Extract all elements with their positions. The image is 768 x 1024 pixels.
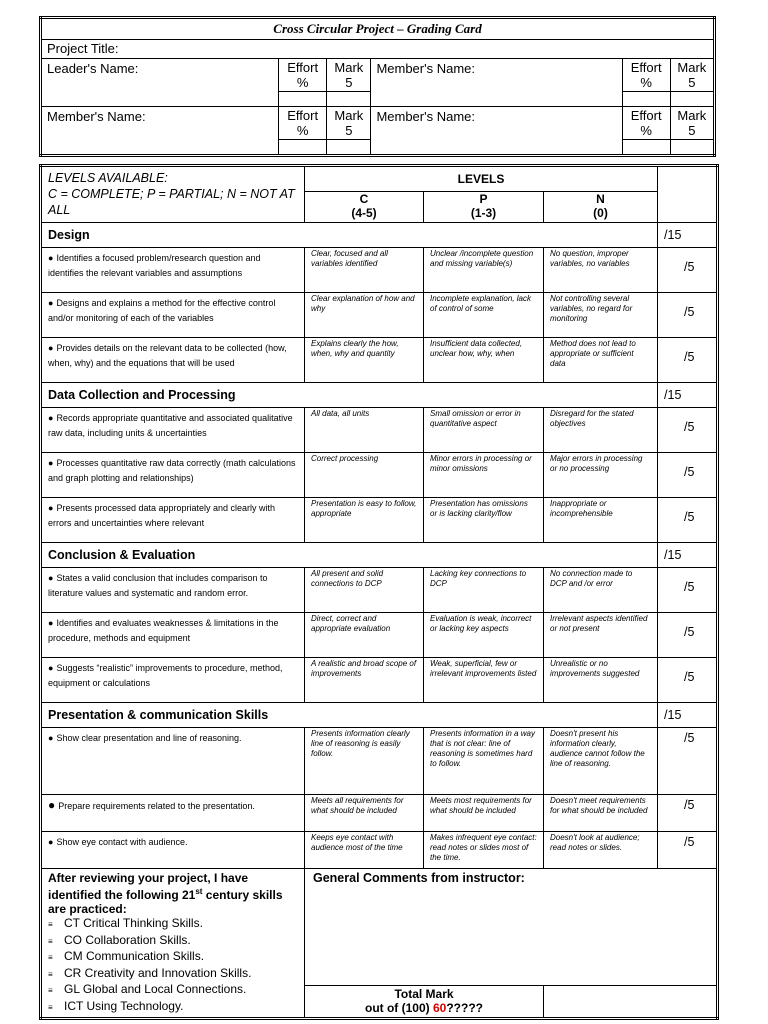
level-c-descriptor: Presentation is easy to follow, appropriate	[305, 498, 424, 543]
level-p-descriptor: Presentation has omissions or is lacking clarity/flow	[424, 498, 544, 543]
level-c-descriptor: Explains clearly the how, when, why and quantity	[305, 338, 424, 383]
level-p-descriptor: Minor errors in processing or minor omissions	[424, 453, 544, 498]
criterion-row	[41, 408, 718, 453]
section-mark: /15	[658, 703, 718, 728]
levels-available: LEVELS AVAILABLE: C = COMPLETE; P = PARTIAL; N = NOT AT ALL	[41, 166, 305, 223]
century-skills	[41, 869, 305, 1019]
level-p-descriptor: Evaluation is weak, incorrect or lacking key aspects	[424, 613, 544, 658]
criterion-row	[41, 453, 718, 498]
skill-bullet-icon: ≡	[48, 969, 53, 979]
mark-entry[interactable]	[670, 140, 714, 156]
criterion: ● Presents processed data appropriately and clearly with errors and uncertainties where relevant	[41, 498, 305, 543]
level-n-descriptor: Inappropriate or incomprehensible	[544, 498, 658, 543]
criterion-row	[41, 293, 718, 338]
criterion-mark[interactable]: /5	[658, 728, 718, 795]
criterion-mark[interactable]: /5	[658, 248, 718, 293]
level-c-descriptor: Clear, focused and all variables identified	[305, 248, 424, 293]
level-c-descriptor: Direct, correct and appropriate evaluation	[305, 613, 424, 658]
level-p-descriptor: Lacking key connections to DCP	[424, 568, 544, 613]
section-mark: /15	[658, 383, 718, 408]
criterion: ● Processes quantitative raw data correctly (math calculations and graph plotting and relationships)	[41, 453, 305, 498]
level-p-descriptor: Insufficient data collected, unclear how, why, when	[424, 338, 544, 383]
level-n-descriptor: Doesn't meet requirements for what should be included	[544, 795, 658, 832]
effort-entry[interactable]	[622, 92, 670, 107]
skill-item: ≡ CR Creativity and Innovation Skills.	[48, 966, 298, 983]
mark-entry[interactable]	[327, 140, 371, 156]
level-c-descriptor: Clear explanation of how and why	[305, 293, 424, 338]
level-c-descriptor: Correct processing	[305, 453, 424, 498]
criterion: ● Suggests “realistic” improvements to procedure, method, equipment or calculations	[41, 658, 305, 703]
total-score: 60	[432, 1000, 447, 1015]
bullet-icon: ●	[48, 837, 54, 847]
project-title-label: Project Title:	[41, 40, 715, 59]
levels-header: LEVELS	[305, 166, 658, 192]
level-n: N (0)	[544, 192, 658, 223]
bullet-icon: ●	[48, 733, 54, 743]
level-c: C (4-5)	[305, 192, 424, 223]
criterion: ● Designs and explains a method for the effective control and/or monitoring of each of the variables	[41, 293, 305, 338]
member-name-label: Member's Name:	[371, 59, 622, 107]
skill-bullet-icon: ≡	[48, 986, 53, 995]
mark-entry[interactable]	[670, 92, 714, 107]
effort-entry[interactable]	[279, 92, 327, 107]
criterion-row	[41, 795, 718, 832]
level-n-descriptor: Method does not lead to appropriate or sufficient data	[544, 338, 658, 383]
level-p-descriptor: Presents information in a way that is not clear: line of reasoning is sometimes hard to follow.	[424, 728, 544, 795]
criterion-mark[interactable]: /5	[658, 498, 718, 543]
level-n-descriptor: Unrealistic or no improvements suggested	[544, 658, 658, 703]
criterion: ● Provides details on the relevant data to be collected (how, when, why) and the equations that will be used	[41, 338, 305, 383]
criterion-row	[41, 613, 718, 658]
criterion-mark[interactable]: /5	[658, 568, 718, 613]
level-p-descriptor: Makes infrequent eye contact: read notes or slides most of the time.	[424, 832, 544, 869]
criterion-row	[41, 338, 718, 383]
section-title: Design	[41, 223, 658, 248]
leader-name-label: Leader's Name:	[41, 59, 279, 107]
mark-header: Mark 5	[670, 59, 714, 92]
level-n-descriptor: No question, improper variables, no variables	[544, 248, 658, 293]
skill-bullet-icon: ≡	[48, 936, 53, 946]
criterion-mark[interactable]: /5	[658, 658, 718, 703]
level-c-descriptor: Meets all requirements for what should be included	[305, 795, 424, 832]
section-title: Presentation & communication Skills	[41, 703, 658, 728]
criterion-mark[interactable]: /5	[658, 453, 718, 498]
skills-heading: After reviewing your project, I have identified the following 21st century skills are practiced:	[48, 871, 283, 916]
criterion: ● Show eye contact with audience.	[41, 832, 305, 869]
level-p-descriptor: Small omission or error in quantitative aspect	[424, 408, 544, 453]
criterion: ● Show clear presentation and line of reasoning.	[41, 728, 305, 795]
bullet-icon: ●	[48, 298, 54, 308]
bullet-icon: ●	[48, 343, 54, 353]
criterion-mark[interactable]: /5	[658, 293, 718, 338]
level-n-descriptor: Not controlling several variables, no regard for monitoring	[544, 293, 658, 338]
skill-item: ≡ GL Global and Local Connections.	[48, 982, 298, 999]
section-mark: /15	[658, 223, 718, 248]
bullet-icon: ●	[48, 253, 54, 263]
skill-item: ≡ CT Critical Thinking Skills.	[48, 916, 298, 933]
criterion: ● Identifies and evaluates weaknesses & limitations in the procedure, methods and equipment	[41, 613, 305, 658]
criterion-mark[interactable]: /5	[658, 613, 718, 658]
bullet-icon: ●	[48, 458, 54, 468]
effort-header: Effort %	[622, 59, 670, 92]
level-p-descriptor: Meets most requirements for what should be included	[424, 795, 544, 832]
level-n-descriptor: Doesn't present his information clearly, audience cannot follow the line of reasoning.	[544, 728, 658, 795]
criterion: ● Records appropriate quantitative and associated qualitative raw data, including units & uncertainties	[41, 408, 305, 453]
level-n-descriptor: Major errors in processing or no processing	[544, 453, 658, 498]
member-name-label: Member's Name:	[371, 107, 622, 156]
level-c-descriptor: A realistic and broad scope of improvements	[305, 658, 424, 703]
section-mark: /15	[658, 543, 718, 568]
mark-column-header	[658, 166, 718, 223]
skill-bullet-icon: ≡	[48, 1002, 53, 1012]
level-c-descriptor: All present and solid connections to DCP	[305, 568, 424, 613]
level-p: P (1-3)	[424, 192, 544, 223]
total-entry[interactable]	[544, 985, 718, 1018]
level-n-descriptor: No connection made to DCP and /or error	[544, 568, 658, 613]
section-title: Data Collection and Processing	[41, 383, 658, 408]
rubric-table	[39, 164, 719, 1020]
skill-item: ≡ CO Collaboration Skills.	[48, 933, 298, 950]
rubric-body	[41, 223, 718, 869]
level-n-descriptor: Irrelevant aspects identified or not present	[544, 613, 658, 658]
section-title: Conclusion & Evaluation	[41, 543, 658, 568]
skill-bullet-icon: ≡	[48, 953, 53, 962]
skill-bullet-icon: ≡	[48, 920, 53, 929]
effort-entry[interactable]	[279, 140, 327, 156]
effort-entry[interactable]	[622, 140, 670, 156]
general-comments[interactable]: General Comments from instructor:	[305, 869, 718, 986]
skills-list	[48, 916, 298, 1015]
criterion: ● Prepare requirements related to the presentation.	[41, 795, 305, 832]
criterion-mark[interactable]: /5	[658, 408, 718, 453]
level-p-descriptor: Unclear /incomplete question and missing variable(s)	[424, 248, 544, 293]
criterion-row	[41, 658, 718, 703]
bullet-icon: ●	[48, 798, 56, 812]
criterion-mark[interactable]: /5	[658, 795, 718, 832]
bullet-icon: ●	[48, 573, 54, 583]
skill-item: ≡ ICT Using Technology.	[48, 999, 298, 1016]
total-mark: Total Mark out of (100) 60?????	[305, 985, 544, 1018]
level-c-descriptor: All data, all units	[305, 408, 424, 453]
criterion-mark[interactable]: /5	[658, 338, 718, 383]
level-n-descriptor: Disregard for the stated objectives	[544, 408, 658, 453]
criterion: ● States a valid conclusion that includes comparison to literature values and systematic and random error.	[41, 568, 305, 613]
effort-header: Effort %	[279, 107, 327, 140]
card-title: Cross Circular Project – Grading Card	[41, 18, 715, 40]
criterion-row	[41, 832, 718, 869]
bullet-icon: ●	[48, 413, 54, 423]
level-c-descriptor: Presents information clearly line of reasoning is easily follow.	[305, 728, 424, 795]
criterion-row	[41, 498, 718, 543]
level-p-descriptor: Weak, superficial, few or irrelevant improvements listed	[424, 658, 544, 703]
mark-entry[interactable]	[327, 92, 371, 107]
skill-item: ≡ CM Communication Skills.	[48, 949, 298, 966]
member-name-label: Member's Name:	[41, 107, 279, 156]
mark-header: Mark 5	[670, 107, 714, 140]
mark-header: Mark 5	[327, 107, 371, 140]
grading-card-header	[39, 16, 716, 157]
criterion-mark[interactable]: /5	[658, 832, 718, 869]
bullet-icon: ●	[48, 663, 54, 673]
mark-header: Mark 5	[327, 59, 371, 92]
effort-header: Effort %	[622, 107, 670, 140]
effort-header: Effort %	[279, 59, 327, 92]
criterion-row	[41, 248, 718, 293]
criterion-row	[41, 728, 718, 795]
bullet-icon: ●	[48, 618, 54, 628]
level-n-descriptor: Doesn't look at audience; read notes or slides.	[544, 832, 658, 869]
level-p-descriptor: Incomplete explanation, lack of control of some	[424, 293, 544, 338]
level-c-descriptor: Keeps eye contact with audience most of the time	[305, 832, 424, 869]
criterion: ● Identifies a focused problem/research question and identifies the relevant variables and assumptions	[41, 248, 305, 293]
bullet-icon: ●	[48, 503, 54, 513]
criterion-row	[41, 568, 718, 613]
